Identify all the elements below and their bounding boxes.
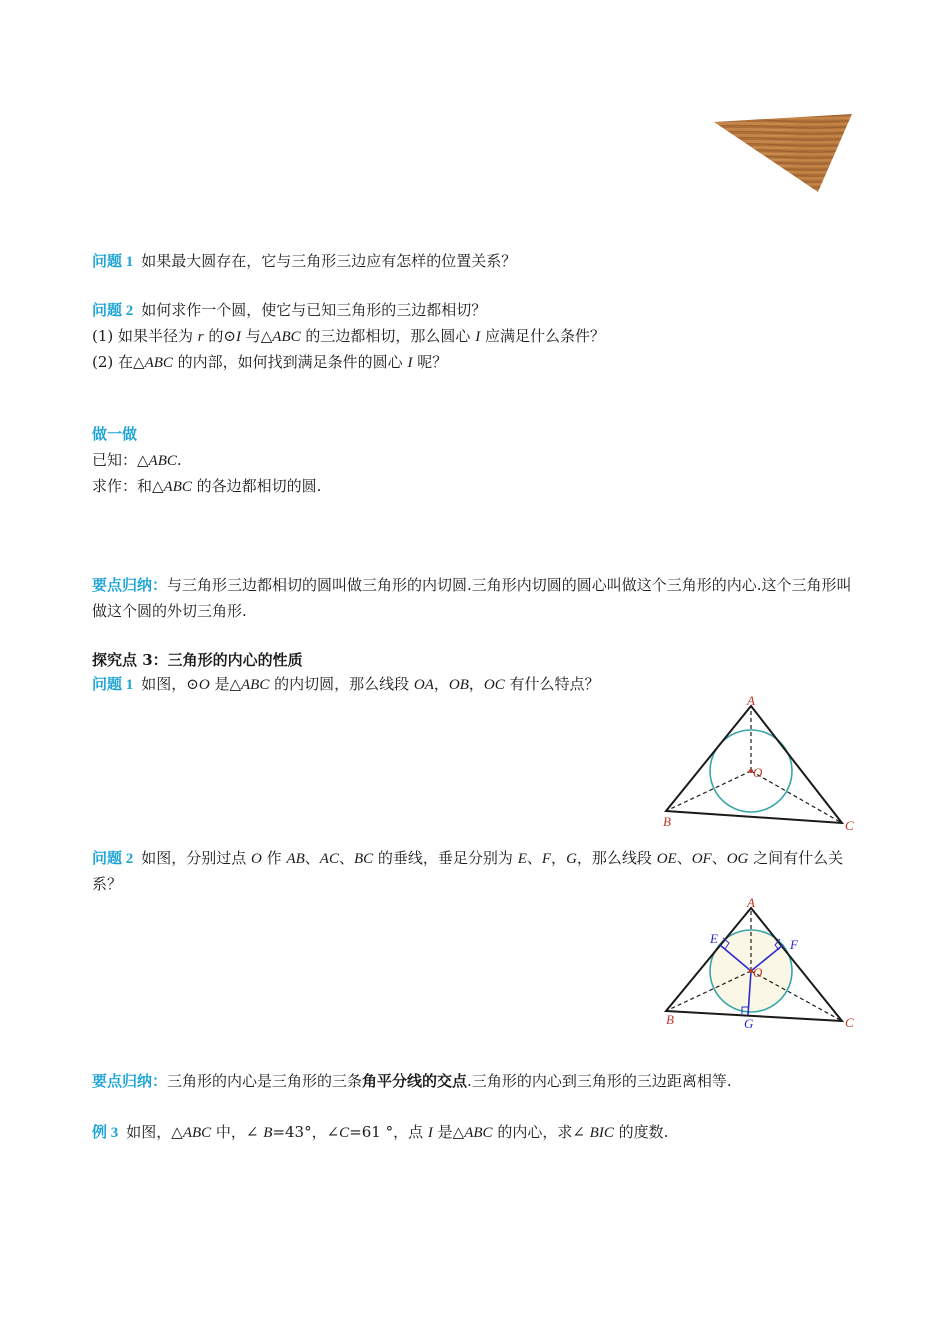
activity-section — [92, 423, 862, 500]
sub-question-2: (2) 在△ABC 的内部，如何找到满足条件的圆心 I 呢？ — [92, 353, 448, 371]
construct-text: 求作：和△ABC 的各边都相切的圆. — [92, 477, 322, 495]
summary-label: 要点归纳： — [92, 578, 168, 594]
summary-text: 与三角形三边都相切的圆叫做三角形的内切圆.三角形内切圆的圆心叫做这个三角形的内心.这个三角形叫做这个圆的外切三角形. — [92, 576, 852, 620]
question-2 — [92, 298, 862, 376]
label-A: A — [747, 693, 755, 708]
question-label: 问题 2 — [92, 303, 134, 319]
activity-title: 做一做 — [92, 427, 138, 443]
wooden-triangle-image — [712, 112, 854, 194]
label-G: G — [744, 1016, 754, 1031]
example-3: 例 3 如图，△ABC 中，∠ B=43°，∠C=61 °，点 I 是△ABC 的内心，求∠ BIC 的度数. — [92, 1123, 669, 1141]
key-point-summary-2: 要点归纳：三角形的内心是三角形的三条角平分线的交点.三角形的内心到三角形的三边距离相等. — [92, 1072, 732, 1090]
label-O: O — [753, 965, 763, 980]
section-title: 探究点 3：三角形的内心的性质 — [92, 651, 303, 669]
section3-question-1: 问题 1 如图，⊙O 是△ABC 的内切圆，那么线段 OA，OB，OC 有什么特点？ — [92, 675, 600, 693]
label-F: F — [790, 937, 798, 952]
question-label: 问题 1 — [92, 254, 134, 270]
label-B: B — [666, 1012, 674, 1027]
key-point-summary-1 — [92, 573, 862, 624]
label-O: O — [753, 765, 763, 780]
given-text: 已知：△ABC. — [92, 451, 182, 469]
label-C: C — [845, 818, 854, 833]
sub-question-1: (1) 如果半径为 r 的⊙I 与△ABC 的三边都相切，那么圆心 I 应满足什么条件？ — [92, 327, 605, 345]
label-A: A — [747, 895, 755, 910]
label-C: C — [845, 1015, 854, 1030]
question-text: 如果最大圆存在，它与三角形三边应有怎样的位置关系？ — [141, 252, 517, 270]
label-B: B — [663, 814, 671, 829]
incircle-figure-1 — [655, 693, 865, 838]
incircle-figure-2 — [655, 893, 865, 1038]
label-E: E — [710, 931, 718, 946]
question-1 — [92, 249, 862, 275]
section3-question-2: 问题 2 如图，分别过点 O 作 AB、AC、BC 的垂线，垂足分别为 E、F，G，那么线段 OE、OF、OG 之间有什么关系？ — [92, 849, 844, 893]
question-text: 如何求作一个圆，使它与已知三角形的三边都相切？ — [141, 301, 487, 319]
